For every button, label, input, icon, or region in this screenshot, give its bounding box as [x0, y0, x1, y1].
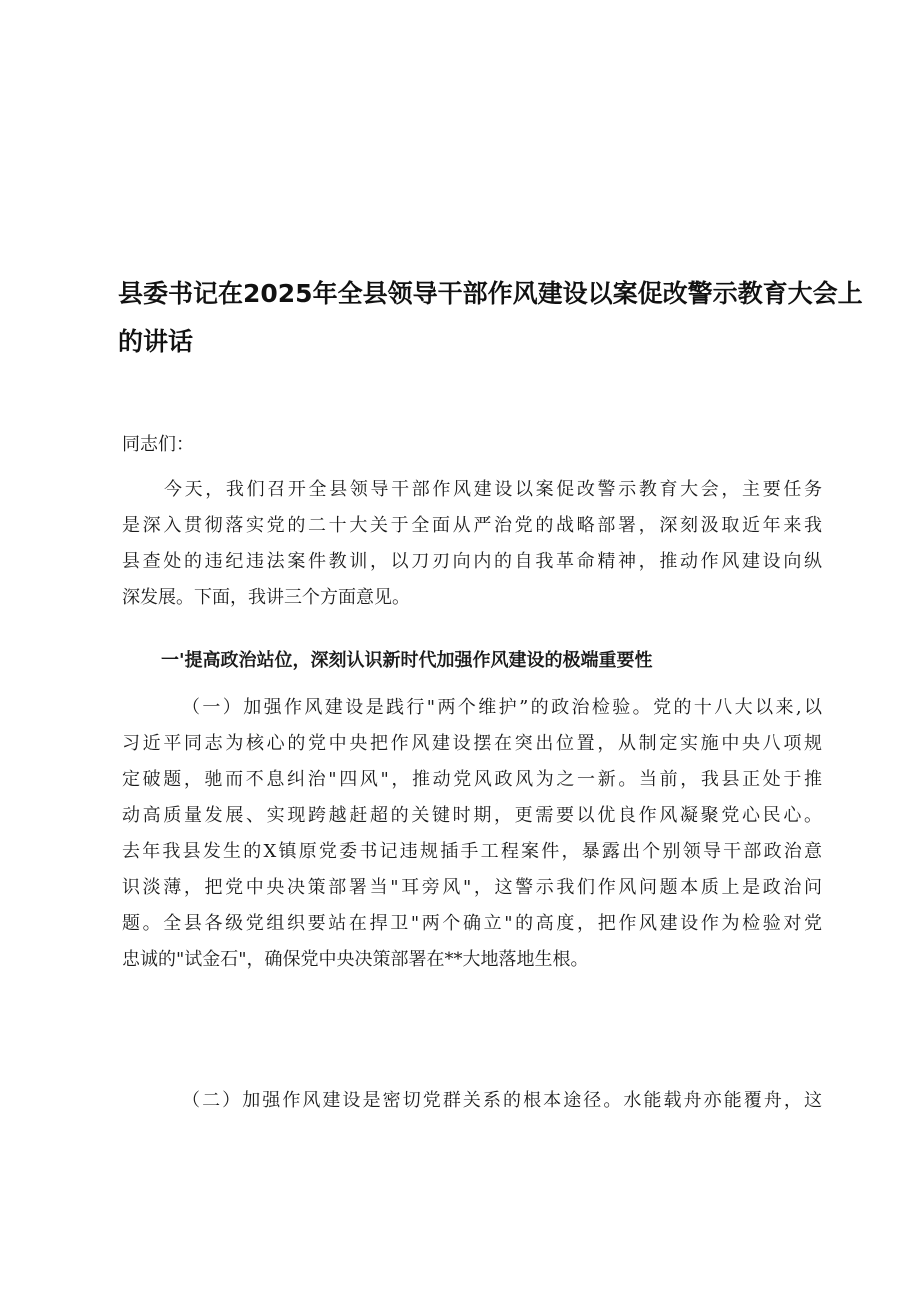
paragraph-1-2: [122, 1083, 822, 1119]
paragraph-line: 忠诚的"试金石"，确保党中央决策部署在**大地落地生根。: [122, 949, 589, 970]
paragraph-line: （一）加强作风建设是践行"两个维护”的政治检验。党的十八大以来,以: [182, 697, 822, 718]
section-heading-1: 一'提高政治站位，深刻认识新时代加强作风建设的极端重要性: [161, 650, 653, 671]
paragraph-line: 习近平同志为核心的党中央把作风建设摆在突出位置，从制定实施中央八项规: [122, 733, 822, 754]
title-line-1: 县委书记在2025年全县领导干部作风建设以案促改警示教育大会上: [118, 279, 863, 308]
paragraph-line: 动高质量发展、实现跨越赶超的关键时期，更需要以优良作风凝聚党心民心。: [122, 805, 822, 826]
paragraph-line: 去年我县发生的X镇原党委书记违规插手工程案件，暴露出个别领导干部政治意: [122, 841, 822, 862]
salutation: 同志们：: [122, 434, 194, 455]
paragraph-line: 深发展。下面，我讲三个方面意见。: [122, 587, 410, 608]
paragraph-line: 题。全县各级党组织要站在捍卫"两个确立"的高度，把作风建设作为检验对党: [122, 913, 822, 934]
paragraph-line: 定破题，驰而不息纠治"四风"，推动党风政风为之一新。当前，我县正处于推: [122, 769, 822, 790]
document-title: [118, 270, 863, 366]
paragraph-line: 识淡薄，把党中央决策部署当"耳旁风"，这警示我们作风问题本质上是政治问: [122, 877, 822, 898]
paragraph-line: 今天，我们召开全县领导干部作风建设以案促改警示教育大会，主要任务: [164, 479, 822, 500]
paragraph-line: 是深入贯彻落实党的二十大关于全面从严治党的战略部署，深刻汲取近年来我: [122, 515, 822, 536]
paragraph-1-1: [122, 690, 822, 978]
title-line-2: 的讲话: [118, 327, 194, 356]
intro-paragraph: [122, 472, 822, 616]
paragraph-line: 县查处的违纪违法案件教训，以刀刃向内的自我革命精神，推动作风建设向纵: [122, 551, 822, 572]
paragraph-line: （二）加强作风建设是密切党群关系的根本途径。水能载舟亦能覆舟，这: [182, 1090, 822, 1111]
